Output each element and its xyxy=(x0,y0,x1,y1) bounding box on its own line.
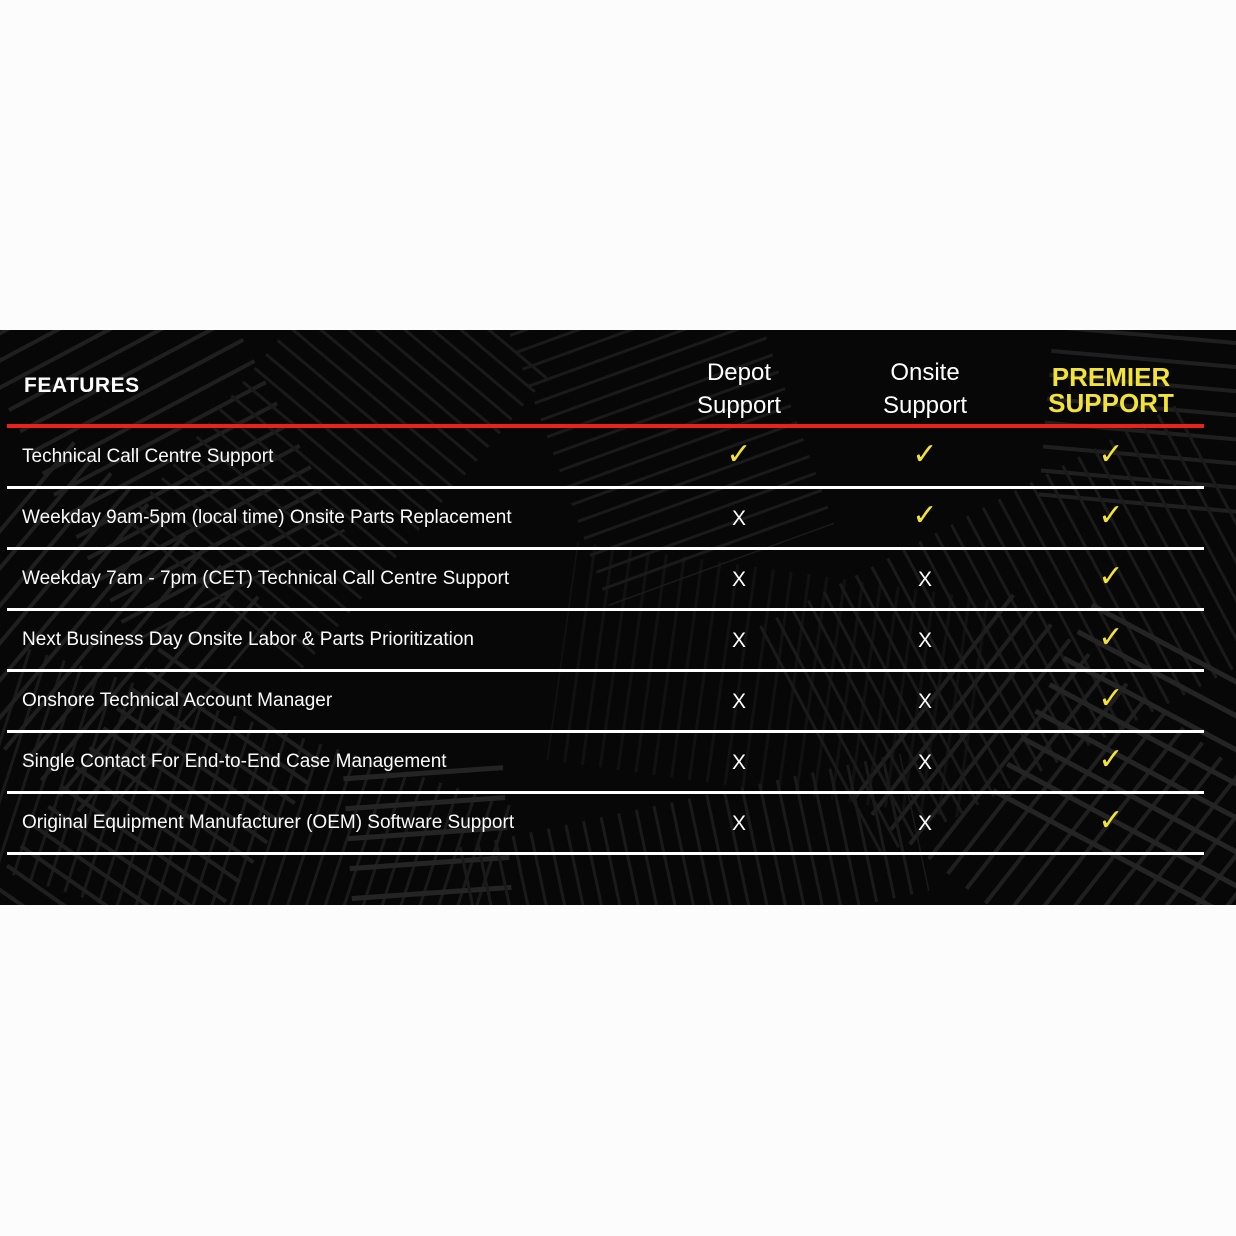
table-row xyxy=(7,733,1204,794)
feature-label: Technical Call Centre Support xyxy=(22,446,274,467)
onsite-mark: X xyxy=(917,628,932,652)
support-comparison-panel xyxy=(0,330,1236,905)
depot-mark: X xyxy=(731,750,746,774)
table-body xyxy=(7,428,1204,855)
feature-label: Original Equipment Manufacturer (OEM) Software Support xyxy=(22,812,515,833)
feature-label: Single Contact For End-to-End Case Management xyxy=(22,751,447,772)
column-header-depot-line1: Depot xyxy=(706,359,772,386)
column-header-premier xyxy=(1018,364,1204,416)
depot-mark: ✓ xyxy=(726,437,752,472)
onsite-mark: X xyxy=(917,811,932,835)
onsite-mark: X xyxy=(917,689,932,713)
feature-label: Weekday 7am - 7pm (CET) Technical Call Centre Support xyxy=(22,568,510,589)
premier-mark: ✓ xyxy=(1098,742,1124,777)
table-row xyxy=(7,794,1204,855)
depot-mark: X xyxy=(731,811,746,835)
column-header-onsite xyxy=(832,356,1018,422)
depot-mark: X xyxy=(731,567,746,591)
premier-mark: ✓ xyxy=(1098,559,1124,594)
column-header-depot xyxy=(646,356,832,422)
onsite-mark: ✓ xyxy=(912,437,938,472)
premier-mark: ✓ xyxy=(1098,437,1124,472)
onsite-mark: X xyxy=(917,567,932,591)
comparison-table xyxy=(7,330,1204,855)
premier-mark: ✓ xyxy=(1098,620,1124,655)
table-row xyxy=(7,428,1204,489)
table-row xyxy=(7,672,1204,733)
feature-label: Weekday 9am-5pm (local time) Onsite Parts Replacement xyxy=(22,507,512,528)
table-row xyxy=(7,611,1204,672)
onsite-mark: X xyxy=(917,750,932,774)
column-header-onsite-line1: Onsite xyxy=(890,359,960,386)
column-header-premier-line2: SUPPORT xyxy=(1048,388,1174,418)
depot-mark: X xyxy=(731,506,746,530)
premier-mark: ✓ xyxy=(1098,498,1124,533)
feature-label: Onshore Technical Account Manager xyxy=(22,690,333,711)
features-header: FEATURES xyxy=(24,374,140,397)
column-header-depot-line2: Support xyxy=(696,392,782,419)
premier-mark: ✓ xyxy=(1098,803,1124,838)
table-row xyxy=(7,489,1204,550)
column-header-premier-line1: PREMIER xyxy=(1051,362,1171,392)
table-row xyxy=(7,550,1204,611)
onsite-mark: ✓ xyxy=(912,498,938,533)
depot-mark: X xyxy=(731,628,746,652)
feature-label: Next Business Day Onsite Labor & Parts Prioritization xyxy=(22,629,474,650)
column-header-onsite-line2: Support xyxy=(882,392,968,419)
table-header-row xyxy=(7,330,1204,428)
premier-mark: ✓ xyxy=(1098,681,1124,716)
depot-mark: X xyxy=(731,689,746,713)
